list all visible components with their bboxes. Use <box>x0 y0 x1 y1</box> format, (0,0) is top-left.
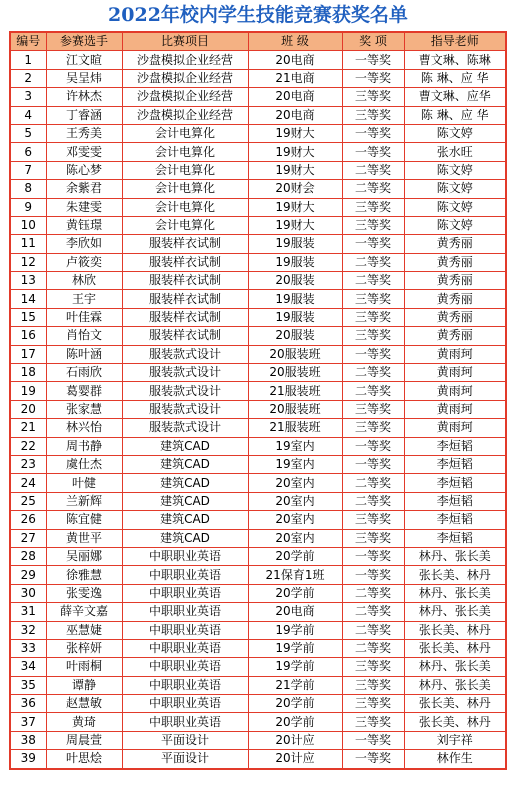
cell-award: 三等奖 <box>342 216 404 234</box>
header-contestant: 参赛选手 <box>46 32 122 51</box>
cell-event: 建筑CAD <box>122 474 248 492</box>
cell-award: 三等奖 <box>342 88 404 106</box>
cell-contestant: 肖怡文 <box>46 327 122 345</box>
cell-number: 39 <box>10 750 46 769</box>
cell-number: 19 <box>10 382 46 400</box>
cell-class: 19财大 <box>248 198 342 216</box>
cell-event: 服装样衣试制 <box>122 235 248 253</box>
cell-event: 中职职业英语 <box>122 695 248 713</box>
cell-contestant: 王秀美 <box>46 124 122 142</box>
table-row <box>10 161 506 179</box>
cell-instructor: 李烜韬 <box>404 474 506 492</box>
cell-award: 三等奖 <box>342 327 404 345</box>
cell-class: 19室内 <box>248 437 342 455</box>
cell-class: 20学前 <box>248 713 342 731</box>
cell-class: 20服装班 <box>248 345 342 363</box>
cell-class: 19财大 <box>248 161 342 179</box>
cell-contestant: 葛婴群 <box>46 382 122 400</box>
cell-instructor: 陈文婷 <box>404 161 506 179</box>
table-row <box>10 492 506 510</box>
cell-award: 一等奖 <box>342 547 404 565</box>
cell-instructor: 林丹、张长美 <box>404 547 506 565</box>
cell-award: 三等奖 <box>342 290 404 308</box>
table-row <box>10 731 506 749</box>
cell-instructor: 陈文婷 <box>404 216 506 234</box>
cell-contestant: 张家慧 <box>46 400 122 418</box>
cell-award: 三等奖 <box>342 529 404 547</box>
cell-award: 二等奖 <box>342 603 404 621</box>
table-row <box>10 235 506 253</box>
cell-event: 中职职业英语 <box>122 639 248 657</box>
cell-number: 32 <box>10 621 46 639</box>
cell-event: 服装款式设计 <box>122 364 248 382</box>
cell-event: 会计电算化 <box>122 124 248 142</box>
table-row <box>10 253 506 271</box>
cell-number: 25 <box>10 492 46 510</box>
table-row <box>10 621 506 639</box>
cell-class: 19财大 <box>248 143 342 161</box>
cell-class: 20室内 <box>248 492 342 510</box>
table-row <box>10 566 506 584</box>
cell-number: 27 <box>10 529 46 547</box>
cell-instructor: 刘宇祥 <box>404 731 506 749</box>
cell-contestant: 卢筱奕 <box>46 253 122 271</box>
table-row <box>10 750 506 769</box>
header-event: 比赛项目 <box>122 32 248 51</box>
cell-contestant: 黄钰璟 <box>46 216 122 234</box>
cell-instructor: 黄雨珂 <box>404 419 506 437</box>
cell-event: 建筑CAD <box>122 437 248 455</box>
cell-event: 服装样衣试制 <box>122 290 248 308</box>
cell-instructor: 黄秀丽 <box>404 290 506 308</box>
table-row <box>10 676 506 694</box>
cell-number: 3 <box>10 88 46 106</box>
cell-contestant: 叶思烩 <box>46 750 122 769</box>
cell-class: 19服装 <box>248 235 342 253</box>
table-row <box>10 400 506 418</box>
cell-contestant: 石雨欣 <box>46 364 122 382</box>
cell-number: 21 <box>10 419 46 437</box>
cell-event: 平面设计 <box>122 750 248 769</box>
cell-instructor: 黄雨珂 <box>404 364 506 382</box>
cell-number: 31 <box>10 603 46 621</box>
table-header-row <box>10 32 506 51</box>
cell-class: 20学前 <box>248 547 342 565</box>
table-row <box>10 529 506 547</box>
cell-class: 20学前 <box>248 584 342 602</box>
cell-contestant: 赵慧敏 <box>46 695 122 713</box>
cell-event: 沙盘模拟企业经营 <box>122 69 248 87</box>
cell-instructor: 张水旺 <box>404 143 506 161</box>
cell-class: 19室内 <box>248 455 342 473</box>
cell-class: 20电商 <box>248 106 342 124</box>
cell-award: 二等奖 <box>342 474 404 492</box>
cell-award: 三等奖 <box>342 676 404 694</box>
cell-instructor: 陈 琳、应 华 <box>404 69 506 87</box>
cell-event: 中职职业英语 <box>122 676 248 694</box>
cell-number: 7 <box>10 161 46 179</box>
cell-contestant: 张梓妍 <box>46 639 122 657</box>
table-row <box>10 603 506 621</box>
cell-award: 三等奖 <box>342 511 404 529</box>
cell-contestant: 巫慧婕 <box>46 621 122 639</box>
cell-number: 30 <box>10 584 46 602</box>
cell-number: 22 <box>10 437 46 455</box>
cell-award: 二等奖 <box>342 639 404 657</box>
cell-number: 26 <box>10 511 46 529</box>
cell-class: 20室内 <box>248 529 342 547</box>
cell-contestant: 余紫君 <box>46 180 122 198</box>
cell-award: 二等奖 <box>342 272 404 290</box>
cell-award: 一等奖 <box>342 124 404 142</box>
cell-class: 20服装 <box>248 272 342 290</box>
cell-contestant: 徐雅慧 <box>46 566 122 584</box>
cell-class: 20服装班 <box>248 400 342 418</box>
table-row <box>10 658 506 676</box>
cell-instructor: 曹文琳、应华 <box>404 88 506 106</box>
cell-award: 一等奖 <box>342 51 404 69</box>
table-row <box>10 216 506 234</box>
cell-award: 三等奖 <box>342 419 404 437</box>
cell-event: 中职职业英语 <box>122 584 248 602</box>
header-number: 编号 <box>10 32 46 51</box>
cell-contestant: 丁睿涵 <box>46 106 122 124</box>
table-row <box>10 713 506 731</box>
cell-event: 沙盘模拟企业经营 <box>122 106 248 124</box>
cell-award: 一等奖 <box>342 750 404 769</box>
cell-instructor: 李烜韬 <box>404 492 506 510</box>
cell-award: 二等奖 <box>342 621 404 639</box>
table-row <box>10 106 506 124</box>
cell-event: 中职职业英语 <box>122 658 248 676</box>
cell-contestant: 陈叶涵 <box>46 345 122 363</box>
cell-contestant: 林欣 <box>46 272 122 290</box>
cell-award: 三等奖 <box>342 106 404 124</box>
cell-number: 9 <box>10 198 46 216</box>
cell-event: 中职职业英语 <box>122 603 248 621</box>
cell-contestant: 邓雯雯 <box>46 143 122 161</box>
cell-event: 服装样衣试制 <box>122 308 248 326</box>
cell-award: 一等奖 <box>342 69 404 87</box>
cell-contestant: 李欣如 <box>46 235 122 253</box>
cell-number: 24 <box>10 474 46 492</box>
cell-instructor: 张长美、林丹 <box>404 621 506 639</box>
award-table <box>9 31 507 770</box>
cell-instructor: 黄雨珂 <box>404 345 506 363</box>
cell-event: 建筑CAD <box>122 511 248 529</box>
cell-class: 20电商 <box>248 603 342 621</box>
cell-class: 19服装 <box>248 308 342 326</box>
cell-instructor: 林丹、张长美 <box>404 584 506 602</box>
cell-event: 沙盘模拟企业经营 <box>122 51 248 69</box>
cell-number: 13 <box>10 272 46 290</box>
cell-instructor: 黄秀丽 <box>404 253 506 271</box>
cell-instructor: 李烜韬 <box>404 437 506 455</box>
cell-class: 19服装 <box>248 253 342 271</box>
cell-instructor: 张长美、林丹 <box>404 695 506 713</box>
cell-class: 19财大 <box>248 124 342 142</box>
cell-contestant: 黄琦 <box>46 713 122 731</box>
cell-contestant: 江文暄 <box>46 51 122 69</box>
cell-award: 二等奖 <box>342 253 404 271</box>
cell-contestant: 谭静 <box>46 676 122 694</box>
cell-class: 19学前 <box>248 621 342 639</box>
cell-instructor: 陈 琳、应 华 <box>404 106 506 124</box>
cell-event: 中职职业英语 <box>122 566 248 584</box>
cell-event: 建筑CAD <box>122 455 248 473</box>
cell-number: 12 <box>10 253 46 271</box>
cell-award: 三等奖 <box>342 713 404 731</box>
cell-event: 服装样衣试制 <box>122 253 248 271</box>
table-row <box>10 69 506 87</box>
cell-event: 服装样衣试制 <box>122 327 248 345</box>
cell-event: 建筑CAD <box>122 492 248 510</box>
page-title: 2022年校内学生技能竞赛获奖名单 <box>108 4 408 26</box>
cell-number: 8 <box>10 180 46 198</box>
cell-event: 服装款式设计 <box>122 400 248 418</box>
cell-class: 19服装 <box>248 290 342 308</box>
table-row <box>10 511 506 529</box>
cell-instructor: 林丹、张长美 <box>404 603 506 621</box>
cell-instructor: 李烜韬 <box>404 511 506 529</box>
cell-number: 23 <box>10 455 46 473</box>
cell-award: 二等奖 <box>342 161 404 179</box>
cell-number: 4 <box>10 106 46 124</box>
cell-number: 28 <box>10 547 46 565</box>
cell-class: 21保育1班 <box>248 566 342 584</box>
cell-class: 21学前 <box>248 676 342 694</box>
cell-number: 16 <box>10 327 46 345</box>
cell-class: 19学前 <box>248 658 342 676</box>
cell-class: 19财大 <box>248 216 342 234</box>
cell-event: 服装款式设计 <box>122 382 248 400</box>
cell-instructor: 陈文婷 <box>404 198 506 216</box>
cell-event: 服装款式设计 <box>122 345 248 363</box>
cell-event: 服装款式设计 <box>122 419 248 437</box>
cell-number: 29 <box>10 566 46 584</box>
cell-contestant: 周书静 <box>46 437 122 455</box>
cell-award: 一等奖 <box>342 731 404 749</box>
table-row <box>10 327 506 345</box>
cell-award: 一等奖 <box>342 143 404 161</box>
cell-contestant: 陈心梦 <box>46 161 122 179</box>
cell-event: 会计电算化 <box>122 180 248 198</box>
cell-contestant: 兰新辉 <box>46 492 122 510</box>
table-row <box>10 290 506 308</box>
cell-event: 中职职业英语 <box>122 713 248 731</box>
cell-contestant: 吴丽娜 <box>46 547 122 565</box>
cell-class: 20电商 <box>248 51 342 69</box>
cell-award: 一等奖 <box>342 235 404 253</box>
cell-instructor: 黄秀丽 <box>404 272 506 290</box>
table-row <box>10 364 506 382</box>
table-row <box>10 51 506 69</box>
cell-number: 38 <box>10 731 46 749</box>
cell-instructor: 李烜韬 <box>404 529 506 547</box>
table-row <box>10 639 506 657</box>
cell-instructor: 黄秀丽 <box>404 327 506 345</box>
cell-award: 一等奖 <box>342 437 404 455</box>
cell-class: 20电商 <box>248 88 342 106</box>
cell-contestant: 黄世平 <box>46 529 122 547</box>
cell-number: 20 <box>10 400 46 418</box>
cell-class: 20室内 <box>248 474 342 492</box>
cell-instructor: 林丹、张长美 <box>404 658 506 676</box>
cell-instructor: 张长美、林丹 <box>404 639 506 657</box>
cell-contestant: 王宇 <box>46 290 122 308</box>
cell-class: 21服装班 <box>248 419 342 437</box>
cell-instructor: 黄雨珂 <box>404 382 506 400</box>
cell-instructor: 黄秀丽 <box>404 308 506 326</box>
cell-instructor: 黄秀丽 <box>404 235 506 253</box>
cell-class: 20计应 <box>248 731 342 749</box>
cell-class: 20计应 <box>248 750 342 769</box>
cell-instructor: 林丹、张长美 <box>404 676 506 694</box>
table-row <box>10 198 506 216</box>
cell-event: 会计电算化 <box>122 161 248 179</box>
cell-instructor: 张长美、林丹 <box>404 713 506 731</box>
cell-event: 会计电算化 <box>122 198 248 216</box>
cell-award: 二等奖 <box>342 364 404 382</box>
cell-instructor: 林作生 <box>404 750 506 769</box>
cell-event: 中职职业英语 <box>122 621 248 639</box>
cell-event: 建筑CAD <box>122 529 248 547</box>
cell-event: 会计电算化 <box>122 216 248 234</box>
cell-event: 中职职业英语 <box>122 547 248 565</box>
cell-event: 会计电算化 <box>122 143 248 161</box>
cell-number: 10 <box>10 216 46 234</box>
cell-award: 二等奖 <box>342 584 404 602</box>
cell-award: 三等奖 <box>342 695 404 713</box>
cell-number: 14 <box>10 290 46 308</box>
cell-instructor: 曹文琳、陈琳 <box>404 51 506 69</box>
cell-number: 6 <box>10 143 46 161</box>
cell-award: 二等奖 <box>342 382 404 400</box>
cell-contestant: 林兴怡 <box>46 419 122 437</box>
cell-contestant: 叶健 <box>46 474 122 492</box>
cell-class: 20财会 <box>248 180 342 198</box>
table-row <box>10 308 506 326</box>
cell-award: 三等奖 <box>342 400 404 418</box>
cell-class: 19学前 <box>248 639 342 657</box>
cell-award: 三等奖 <box>342 308 404 326</box>
cell-instructor: 陈文婷 <box>404 124 506 142</box>
cell-number: 1 <box>10 51 46 69</box>
table-row <box>10 419 506 437</box>
cell-award: 一等奖 <box>342 455 404 473</box>
cell-contestant: 叶雨桐 <box>46 658 122 676</box>
table-row <box>10 124 506 142</box>
header-instructor: 指导老师 <box>404 32 506 51</box>
cell-number: 17 <box>10 345 46 363</box>
cell-contestant: 陈宜健 <box>46 511 122 529</box>
table-row <box>10 547 506 565</box>
cell-contestant: 叶佳霖 <box>46 308 122 326</box>
table-row <box>10 695 506 713</box>
cell-award: 一等奖 <box>342 345 404 363</box>
cell-number: 34 <box>10 658 46 676</box>
cell-event: 服装样衣试制 <box>122 272 248 290</box>
cell-class: 20室内 <box>248 511 342 529</box>
cell-instructor: 黄雨珂 <box>404 400 506 418</box>
cell-instructor: 张长美、林丹 <box>404 566 506 584</box>
table-row <box>10 455 506 473</box>
cell-award: 一等奖 <box>342 566 404 584</box>
table-row <box>10 474 506 492</box>
cell-number: 2 <box>10 69 46 87</box>
table-body <box>10 51 506 769</box>
cell-contestant: 许林杰 <box>46 88 122 106</box>
cell-award: 三等奖 <box>342 198 404 216</box>
cell-instructor: 陈文婷 <box>404 180 506 198</box>
cell-number: 35 <box>10 676 46 694</box>
cell-number: 33 <box>10 639 46 657</box>
table-row <box>10 437 506 455</box>
cell-class: 20服装 <box>248 327 342 345</box>
cell-class: 21服装班 <box>248 382 342 400</box>
cell-number: 5 <box>10 124 46 142</box>
cell-contestant: 张雯逸 <box>46 584 122 602</box>
cell-award: 二等奖 <box>342 180 404 198</box>
cell-class: 20学前 <box>248 695 342 713</box>
cell-class: 20服装班 <box>248 364 342 382</box>
cell-contestant: 吴呈炜 <box>46 69 122 87</box>
cell-number: 15 <box>10 308 46 326</box>
table-row <box>10 143 506 161</box>
table-row <box>10 382 506 400</box>
table-row <box>10 88 506 106</box>
cell-contestant: 薛辛文嘉 <box>46 603 122 621</box>
cell-event: 沙盘模拟企业经营 <box>122 88 248 106</box>
cell-award: 二等奖 <box>342 492 404 510</box>
cell-number: 18 <box>10 364 46 382</box>
header-class: 班 级 <box>248 32 342 51</box>
table-row <box>10 345 506 363</box>
cell-award: 三等奖 <box>342 658 404 676</box>
cell-number: 11 <box>10 235 46 253</box>
cell-contestant: 朱建雯 <box>46 198 122 216</box>
cell-event: 平面设计 <box>122 731 248 749</box>
header-award: 奖 项 <box>342 32 404 51</box>
cell-instructor: 李烜韬 <box>404 455 506 473</box>
cell-class: 21电商 <box>248 69 342 87</box>
table-row <box>10 272 506 290</box>
cell-contestant: 周晨萱 <box>46 731 122 749</box>
cell-number: 37 <box>10 713 46 731</box>
cell-number: 36 <box>10 695 46 713</box>
cell-contestant: 虞仕杰 <box>46 455 122 473</box>
table-row <box>10 180 506 198</box>
table-row <box>10 584 506 602</box>
